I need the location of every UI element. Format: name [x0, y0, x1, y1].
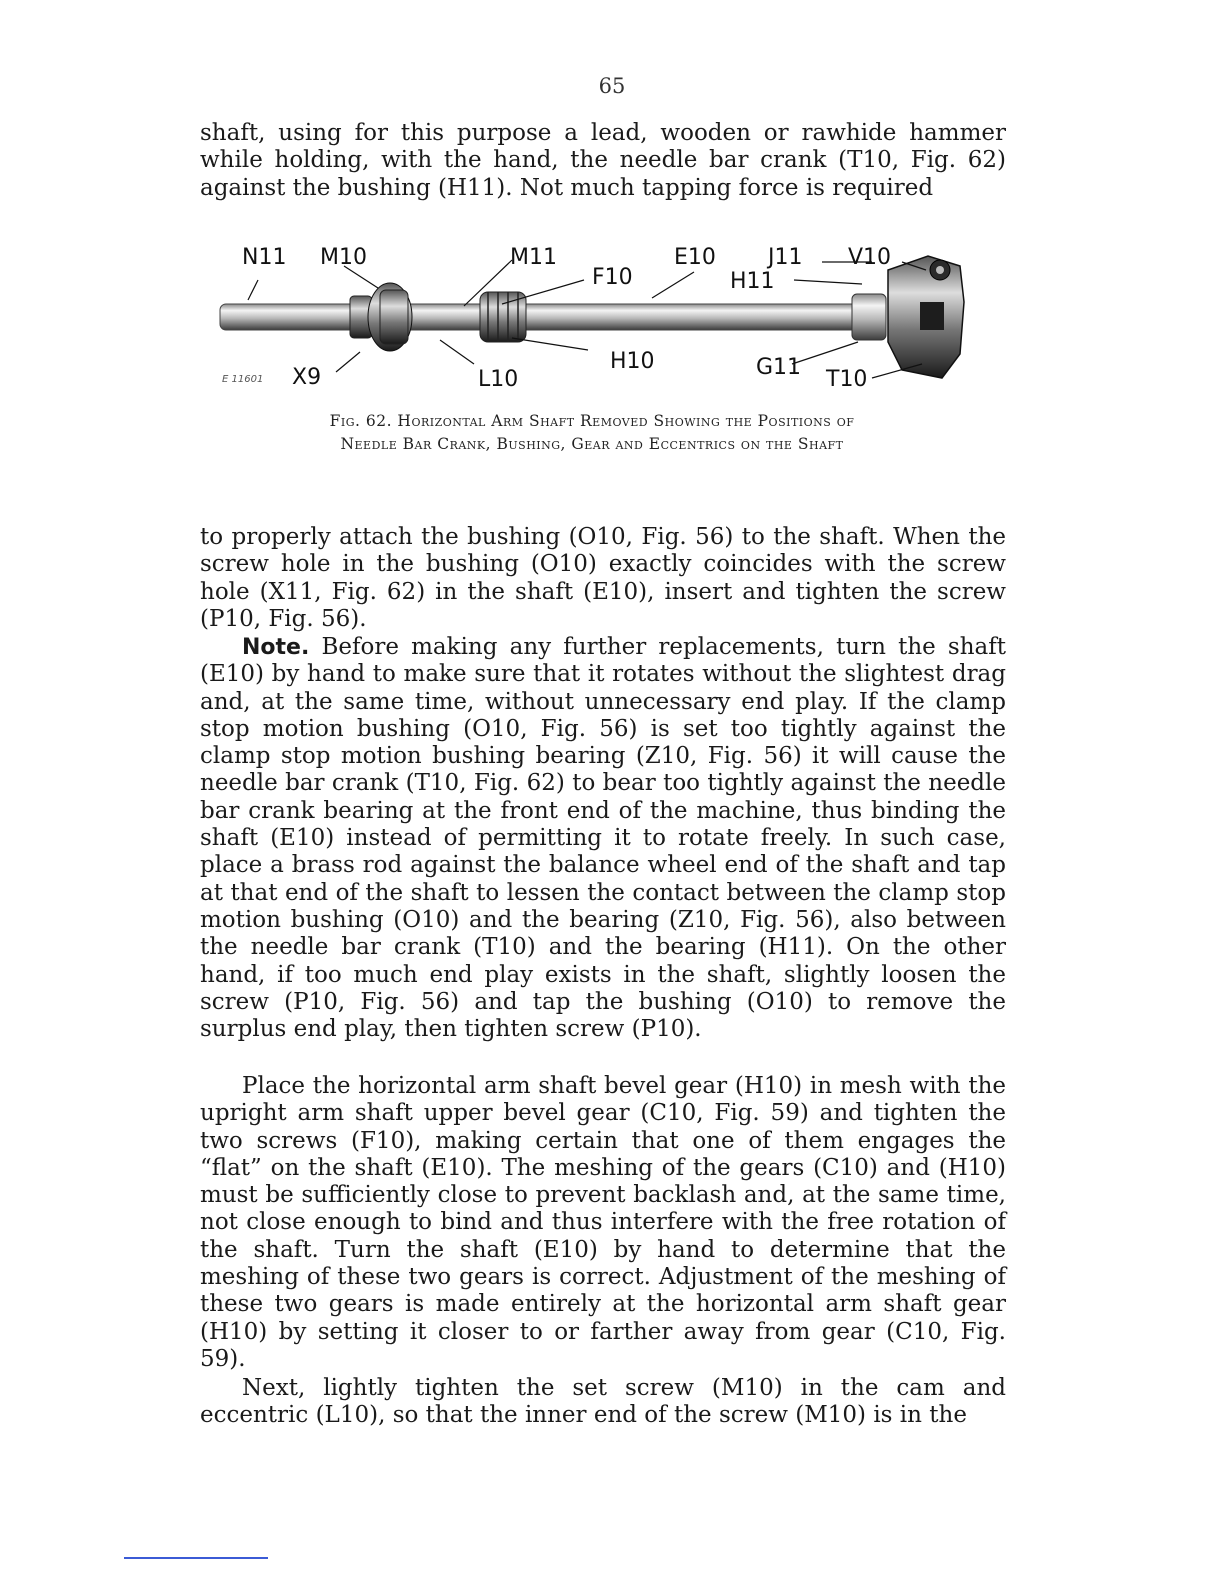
label-m11: M11 — [510, 245, 557, 270]
footnote-rule — [124, 1557, 268, 1559]
label-m10: M10 — [320, 245, 367, 270]
eccentric-hub — [380, 290, 408, 344]
caption-line-2: Needle Bar Crank, Bushing, Gear and Eccentrics on the Shaft — [340, 435, 844, 453]
bushing-h11 — [852, 294, 886, 340]
label-l10: L10 — [478, 367, 519, 392]
note-text: Before making any further replacements, turn the shaft (E10) by hand to make sure that it rotates without the slightest drag and, at the same time, without unnecessary end play. If the clamp stop motion bushing (O10, Fig. 56) is set too tightly against the clamp stop motion bushing bearing (Z10, Fig. 56) it will cause the needle bar crank (T10, Fig. 62) to bear too tightly against the needle bar crank bearing at the front end of the machine, thus binding the shaft (E10) instead of permitting it to rotate freely. In such case, place a brass rod against the balance wheel end of the shaft and tap at that end of the shaft to lessen the contact between the clamp stop motion bushing (O10) and the bearing (Z10, Fig. 56), also between the needle bar crank (T10) and the bearing (H11). On the other hand, if too much end play exists in the shaft, slightly loosen the screw (P10, Fig. 56) and tap the bushing (O10) to remove the surplus end play, then tighten screw (P10). — [200, 634, 1006, 1043]
label-j11: J11 — [768, 245, 803, 270]
label-v10: V10 — [848, 245, 892, 270]
label-n11: N11 — [242, 245, 287, 270]
label-f10: F10 — [592, 265, 633, 290]
paragraph-2: to properly attach the bushing (O10, Fig. 56) to the shaft. When the screw hole in the bushing (O10) exactly coincides with the screw hole (X11, Fig. 62) in the shaft (E10), insert and tighten the screw (P10, Fig. 56). — [200, 524, 1006, 632]
note-label: Note. — [242, 635, 310, 660]
paragraph-1: shaft, using for this purpose a lead, wooden or rawhide hammer while holding, with the hand, the needle bar crank (T10, Fig. 62) against the bushing (H11). Not much tapping force is required — [200, 120, 1006, 201]
figure-62 — [212, 242, 992, 402]
plate-number: E 11601 — [222, 374, 264, 385]
label-x9: X9 — [292, 365, 322, 390]
caption-line-1: Fig. 62. Horizontal Arm Shaft Removed Showing the Positions of — [329, 412, 855, 430]
paragraph-5: Next, lightly tighten the set screw (M10) in the cam and eccentric (L10), so that the inner end of the screw (M10) is in the — [200, 1375, 1006, 1429]
label-t10: T10 — [826, 367, 868, 392]
shaft-body — [220, 304, 860, 330]
label-h11: H11 — [730, 269, 775, 294]
page-number: 65 — [598, 74, 626, 98]
figure-caption — [212, 410, 972, 456]
paragraph-4: Place the horizontal arm shaft bevel gear (H10) in mesh with the upright arm shaft upper bevel gear (C10, Fig. 59) and tighten the two screws (F10), making certain that one of them engages the “flat” on the shaft (E10). The meshing of the gears (C10) and (H10) must be sufficiently close to prevent backlash and, at the same time, not close enough to bind and thus interfere with the free rotation of the shaft. Turn the shaft (E10) by hand to determine that the meshing of these two gears is correct. Adjustment of the meshing of these two gears is made entirely at the horizontal arm shaft gear (H10) by setting it closer to or farther away from gear (C10, Fig. 59). — [200, 1073, 1006, 1372]
label-g11: G11 — [756, 355, 802, 380]
label-h10: H10 — [610, 349, 655, 374]
paragraph-3 — [200, 634, 1006, 1043]
label-e10: E10 — [674, 245, 716, 270]
shaft-illustration — [212, 242, 992, 402]
